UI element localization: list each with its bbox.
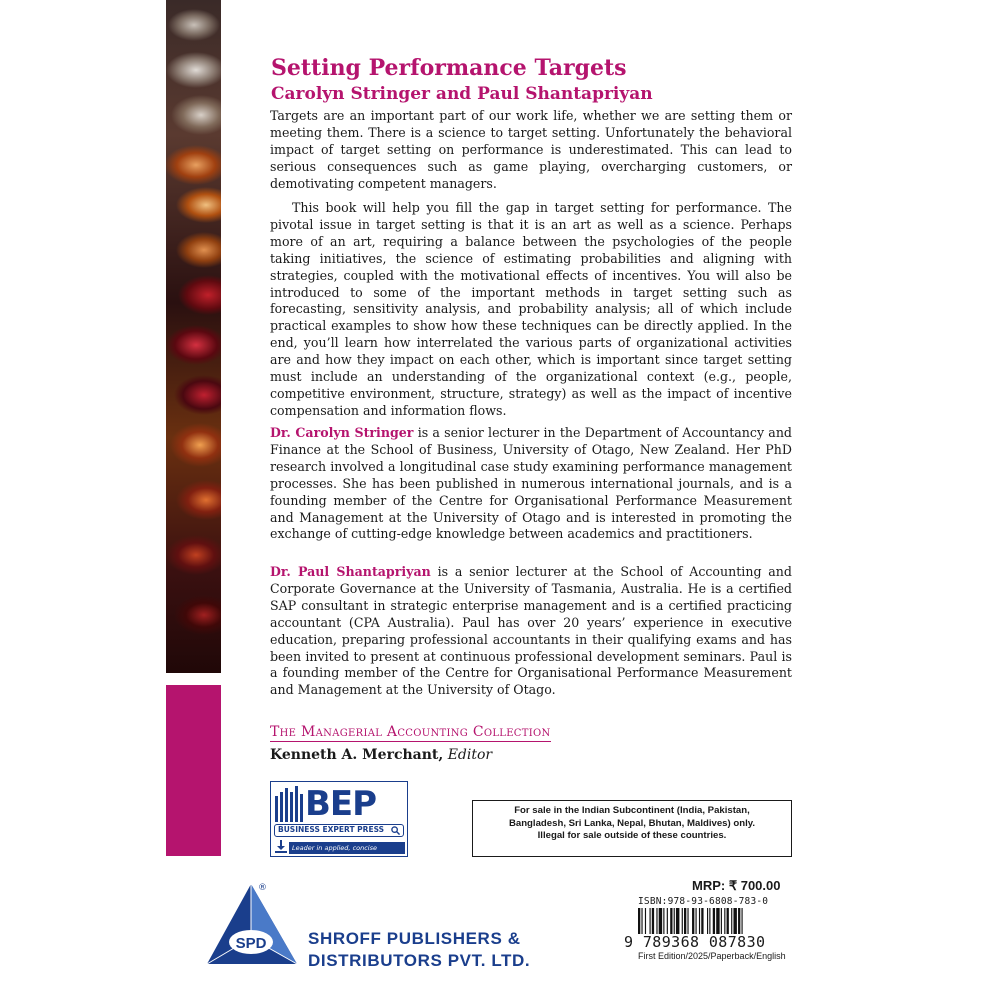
barcode-bar <box>656 908 657 934</box>
barcode-bar <box>684 908 686 934</box>
barcode-bar <box>667 908 668 934</box>
barcode-bar <box>701 908 703 934</box>
barcode-bar <box>716 908 719 934</box>
download-icon <box>275 840 287 854</box>
barcode-bar <box>670 908 672 934</box>
barcode-bar <box>738 908 740 934</box>
spd-logo <box>205 880 303 968</box>
barcode-bar <box>682 908 683 934</box>
price-label: MRP: ₹ 700.00 <box>692 878 781 893</box>
cover-photo-strip <box>166 0 221 673</box>
barcode-bar <box>696 908 697 934</box>
sale-notice-line-3: Illegal for sale outside of these countries. <box>537 830 727 841</box>
edition-info: First Edition/2025/Paperback/English <box>638 951 786 961</box>
barcode-bar <box>650 908 651 934</box>
sale-notice-line-1: For sale in the Indian Subcontinent (India, Pakistan, <box>514 805 750 816</box>
blurb-paragraph-2: This book will help you fill the gap in target setting for performance. The pivotal issue in target setting is that it is an art as well as a science. Perhaps more of an art, requiring a balance between the psychologies of the people taking initiatives, the science of estimating probabilities and aligning with strategies, coupled with the motivational effects of incentives. You will also be introduced to some of the important methods in target setting such as forecasting, sensitivity analysis, and probability analysis; all of which include practical examples to show how these techniques can be directly applied. In the end, you’ll learn how interrelated the various parts of organizational activities are and how they impact on each other, which is important since target setting must include an understanding of the organizational context (e.g., people, competitive environment, structure, strategy) as well as the impact of incentive compensation and information flows. <box>270 200 792 418</box>
bep-tagline: Leader in applied, concise business books <box>289 842 405 854</box>
barcode-bar <box>641 908 642 934</box>
author-bio-shantapriyan <box>270 564 792 699</box>
barcode-bar <box>676 908 679 934</box>
registered-mark: ® <box>258 883 267 893</box>
barcode-bar <box>731 908 732 934</box>
barcode-bar <box>707 908 708 934</box>
barcode-bar <box>742 908 743 934</box>
isbn-label: ISBN:978-93-6808-783-0 <box>638 896 769 907</box>
barcode-bar <box>638 908 640 934</box>
barcode-bar <box>709 908 710 934</box>
sale-territory-notice <box>472 800 792 857</box>
author-name-shantapriyan: Dr. Paul Shantapriyan <box>270 564 431 579</box>
author-name-stringer: Dr. Carolyn Stringer <box>270 425 414 440</box>
sale-notice-line-2: Bangladesh, Sri Lanka, Nepal, Bhutan, Maldives) only. <box>508 817 756 829</box>
author-bio-stringer <box>270 425 792 543</box>
barcode-bar <box>721 908 722 934</box>
barcode-bar <box>663 908 664 934</box>
bep-publisher-name <box>274 824 404 837</box>
barcode-digits: 9 789368 087830 <box>624 933 766 951</box>
barcode-bar <box>692 908 694 934</box>
barcode-bar <box>687 908 688 934</box>
books-icon <box>275 786 305 822</box>
book-authors: Carolyn Stringer and Paul Shantapriyan <box>271 84 653 104</box>
blurb-paragraph-1: Targets are an important part of our work life, whether we are setting them or meeting them. There is a science to target setting. Unfortunately the behavioral impact of target setting on performance is underestimated. This can lead to serious consequences such as game playing, overcharging customers, or demotivating competent managers. <box>270 108 792 191</box>
barcode-bar <box>724 908 725 934</box>
accent-color-block <box>166 685 221 856</box>
publisher-name-line-2: DISTRIBUTORS PVT. LTD. <box>308 951 531 970</box>
editor-name: Kenneth A. Merchant, <box>270 747 444 763</box>
barcode-bar <box>652 908 654 934</box>
magnifier-icon <box>391 826 400 835</box>
publisher-name-line-1: SHROFF PUBLISHERS & <box>308 929 521 948</box>
barcode-bar <box>674 908 675 934</box>
barcode-bar <box>659 908 662 934</box>
isbn-barcode <box>638 908 784 934</box>
business-expert-press-logo <box>270 781 408 864</box>
barcode-bar <box>699 908 700 934</box>
barcode-bar <box>733 908 736 934</box>
book-title: Setting Performance Targets <box>271 55 627 81</box>
editor-role: Editor <box>443 747 493 763</box>
publisher-name <box>308 928 530 972</box>
barcode-bar <box>727 908 729 934</box>
bep-letters: BEP <box>305 784 377 824</box>
author-bio-text-shantapriyan: is a senior lecturer at the School of Accounting and Corporate Governance at the University of Tasmania, Australia. He is a certified SAP consultant in strategic enterprise management and is a certified practicing accountant (CPA Australia). Paul has over 20 years’ experience in executive education, preparing professional accountants in their qualifying exams and has been invited to present at continuous professional development seminars. Paul is a founding member of the Centre for Organisational Performance Measurement and Management at the University of Otago. <box>270 564 792 698</box>
barcode-bar <box>713 908 715 934</box>
author-bio-text-stringer: is a senior lecturer in the Department of Accountancy and Finance at the School of Business, University of Otago, New Zealand. Her PhD research involved a longitudinal case study examining performance management processes. She has been published in numerous international journals, and is a founding member of the Centre for Organisational Performance Measurement and Management at the University of Otago and is interested in promoting the exchange of cutting-edge knowledge between academics and practitioners. <box>270 425 792 542</box>
barcode-bar <box>645 908 646 934</box>
bep-band-text: BUSINESS EXPERT PRESS <box>278 825 385 834</box>
spd-logo-text: SPD <box>235 935 267 952</box>
series-name: The Managerial Accounting Collection <box>270 724 551 740</box>
series-editor <box>270 747 492 763</box>
